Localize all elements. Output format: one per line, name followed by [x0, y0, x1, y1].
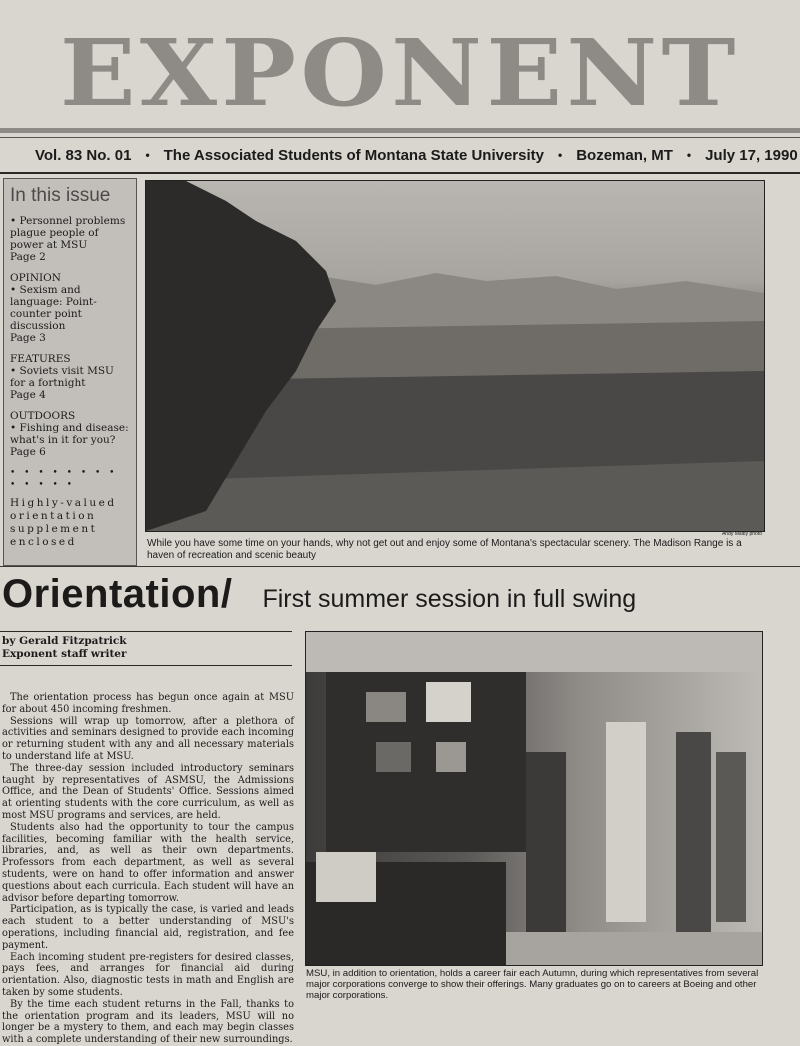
sidebar-item-page: Page 2 [10, 251, 46, 263]
sidebar-item-category: FEATURES [10, 353, 71, 365]
issue-date: July 17, 1990 [705, 146, 798, 164]
headline-deck: First summer session in full swing [262, 585, 637, 613]
byline-rule-bottom [0, 665, 292, 666]
separator-dot: • [145, 148, 150, 162]
sidebar-item-page: Page 3 [10, 332, 46, 344]
headline-kicker: Orientation/ [2, 572, 233, 616]
sidebar-dot-divider: • • • • • • • • • • • • • [10, 468, 118, 490]
article-paragraph: The three-day session included introductory seminars taught by representatives of ASMSU, the Admissions Office, and the Dean of Students' Office. Sessions aimed at orienting students with the core curriculum, as well as most MSU programs and services, are held. [2, 762, 294, 821]
masthead-rule [0, 128, 800, 133]
article-body [2, 692, 294, 1046]
byline-role: Exponent staff writer [2, 648, 127, 660]
newspaper-title: EXPONENT [60, 19, 740, 127]
landscape-photo [145, 180, 765, 532]
byline [2, 635, 292, 661]
sidebar-item[interactable] [10, 410, 130, 458]
article-paragraph: Sessions will wrap up tomorrow, after a plethora of activities and seminars designed to provide each incoming or returning student with any and all necessary materials to understand life at MSU. [2, 715, 294, 762]
dateline [35, 144, 798, 166]
article-paragraph: By the time each student returns in the Fall, thanks to the orientation program and its leaders, MSU will no longer be a mystery to them, and each may begin classes with a complete understanding of their new surroundings. [2, 998, 294, 1046]
sidebar-item-text: • Sexism and language: Point-counter point discussion [10, 284, 97, 332]
sidebar-item-text: • Fishing and disease: what's in it for you? [10, 422, 129, 446]
photo-credit: Andy Malby photo [721, 531, 762, 537]
publisher: The Associated Students of Montana State University [163, 146, 544, 164]
sidebar-item-category: OPINION [10, 272, 61, 284]
byline-rule-top [0, 631, 292, 632]
supplement-note: Highly-valued orientation supplement enclosed [10, 497, 117, 548]
career-fair-illustration [306, 632, 762, 965]
article-paragraph: Each incoming student pre-registers for desired classes, pays fees, and arranges for financial aid during orientation. Also, diagnostic tests in math and English are taken by some students. [2, 951, 294, 998]
mountain-landscape-illustration [146, 181, 764, 531]
masthead [0, 18, 800, 128]
separator-dot: • [686, 148, 692, 162]
career-fair-photo [305, 631, 763, 966]
byline-author: by Gerald Fitzpatrick [2, 635, 127, 647]
sidebar-item-page: Page 4 [10, 389, 46, 401]
volume-number: Vol. 83 No. 01 [35, 146, 132, 164]
sidebar-item[interactable] [10, 272, 130, 344]
article-paragraph: Participation, as is typically the case, is varied and leads each student to a better understanding of MSU's operations, including financial aid, registration, and fee payment. [2, 904, 294, 951]
photo-caption: While you have some time on your hands, why not get out and enjoy some of Montana's spectacular scenery. The Madison Range is a haven of recreation and scenic beauty [147, 538, 742, 561]
in-this-issue-box [3, 178, 137, 566]
sidebar-item-page: Page 6 [10, 446, 46, 458]
sidebar-item-text: • Soviets visit MSU for a fortnight [10, 365, 114, 389]
sidebar-item-category: OUTDOORS [10, 410, 76, 422]
article-paragraph: The orientation process has begun once again at MSU for about 450 incoming freshmen. [2, 692, 294, 715]
sidebar-item[interactable] [10, 353, 130, 401]
dateline-rule [0, 172, 800, 174]
sidebar-item[interactable] [10, 215, 130, 263]
article-paragraph: Students also had the opportunity to tour the campus facilities, becoming familiar with the health service, libraries, and, as well as their own departments. Professors from each department, as well as several students, were on hand to offer information and answer questions about each curricula. Each student will have an advisor before departing tomorrow. [2, 821, 294, 904]
headline [2, 572, 636, 622]
sidebar-heading: In this issue [10, 185, 111, 206]
location: Bozeman, MT [576, 146, 673, 164]
section-rule [0, 566, 800, 567]
masthead-thin-rule [0, 137, 800, 138]
separator-dot: • [558, 148, 563, 162]
sidebar-item-text: • Personnel problems plague people of power at MSU [10, 215, 126, 251]
photo-caption: MSU, in addition to orientation, holds a career fair each Autumn, during which representatives from several major corporations converge to show their offerings. Many graduates go on to careers at Boeing and other major corporations. [306, 968, 759, 1001]
